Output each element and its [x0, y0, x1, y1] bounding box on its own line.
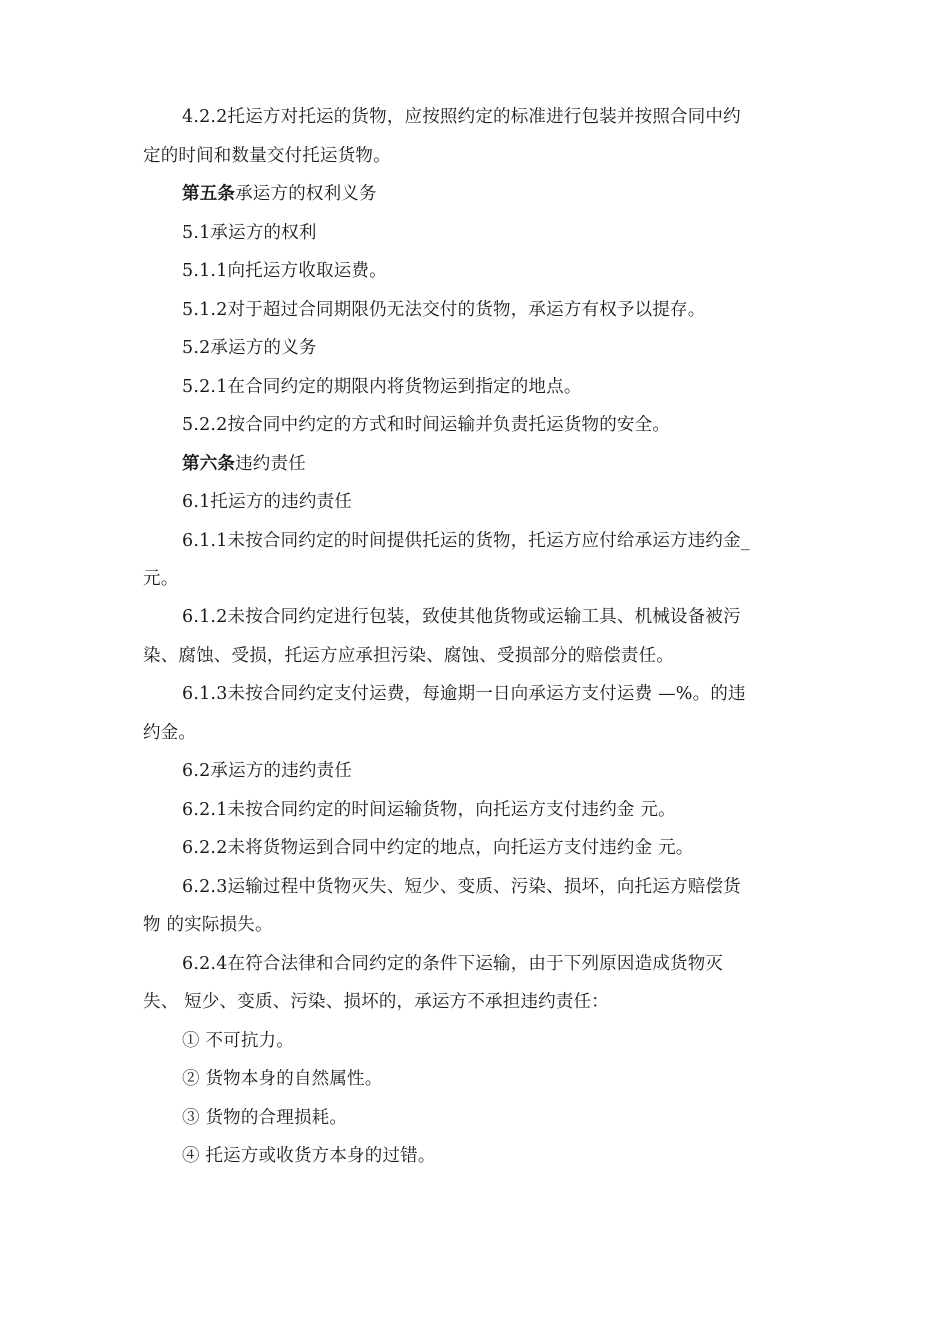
- clause-6-2-4-line-2: 失、 短少、变质、污染、损坏的，承运方不承担违约责任：: [143, 992, 609, 1012]
- clause-6-2-2: 6.2.2未将货物运到合同中约定的地点，向托运方支付违约金 元。: [182, 838, 694, 858]
- exemption-item-1: ① 不可抗力。: [182, 1031, 294, 1051]
- clause-6-1-3-line-2: 约金。: [143, 723, 197, 743]
- clause-4-2-2-line-1: 4.2.2托运方对托运的货物，应按照约定的标准进行包装并按照合同中约: [182, 107, 741, 127]
- exemption-item-4: ④ 托运方或收货方本身的过错。: [182, 1146, 436, 1166]
- clause-4-2-2-line-2: 定的时间和数量交付托运货物。: [143, 146, 391, 166]
- clause-5-2-2: 5.2.2按合同中约定的方式和时间运输并负责托运货物的安全。: [182, 415, 671, 435]
- clause-6-1-1-line-2: 元。: [143, 569, 179, 589]
- clause-5-1-1: 5.1.1向托运方收取运费。: [182, 261, 387, 281]
- clause-6-1: 6.1托运方的违约责任: [182, 492, 353, 512]
- clause-6-1-2-line-2: 染、腐蚀、受损，托运方应承担污染、腐蚀、受损部分的赔偿责任。: [143, 646, 674, 666]
- clause-5-2: 5.2承运方的义务: [182, 338, 317, 358]
- exemption-item-2: ② 货物本身的自然属性。: [182, 1069, 383, 1089]
- article-5-heading: [182, 183, 377, 205]
- clause-6-2-3-line-1: 6.2.3运输过程中货物灭失、短少、变质、污染、损坏，向托运方赔偿货: [182, 877, 741, 897]
- clause-5-2-1: 5.2.1在合同约定的期限内将货物运到指定的地点。: [182, 377, 582, 397]
- clause-5-1-2: 5.1.2对于超过合同期限仍无法交付的货物，承运方有权予以提存。: [182, 300, 706, 320]
- article-5-title: 承运方的权利义务: [235, 184, 377, 204]
- clause-6-1-3-line-1: 6.1.3未按合同约定支付运费，每逾期一日向承运方支付运费 —%。的违: [182, 684, 746, 704]
- exemption-item-3: ③ 货物的合理损耗。: [182, 1108, 348, 1128]
- clause-6-1-1-line-1: 6.1.1未按合同约定的时间提供托运的货物，托运方应付给承运方违约金_: [182, 531, 750, 551]
- clause-6-2-1: 6.2.1未按合同约定的时间运输货物，向托运方支付违约金 元。: [182, 800, 676, 820]
- clause-6-2-4-line-1: 6.2.4在符合法律和合同约定的条件下运输，由于下列原因造成货物灭: [182, 954, 724, 974]
- article-5-number: 第五条: [182, 184, 236, 204]
- article-6-title: 违约责任: [235, 454, 306, 474]
- article-6-heading: [182, 453, 306, 475]
- clause-6-2-3-line-2: 物 的实际损失。: [143, 915, 273, 935]
- clause-5-1: 5.1承运方的权利: [182, 223, 317, 243]
- clause-6-2: 6.2承运方的违约责任: [182, 761, 353, 781]
- article-6-number: 第六条: [182, 454, 236, 474]
- clause-6-1-2-line-1: 6.1.2未按合同约定进行包装，致使其他货物或运输工具、机械设备被污: [182, 607, 741, 627]
